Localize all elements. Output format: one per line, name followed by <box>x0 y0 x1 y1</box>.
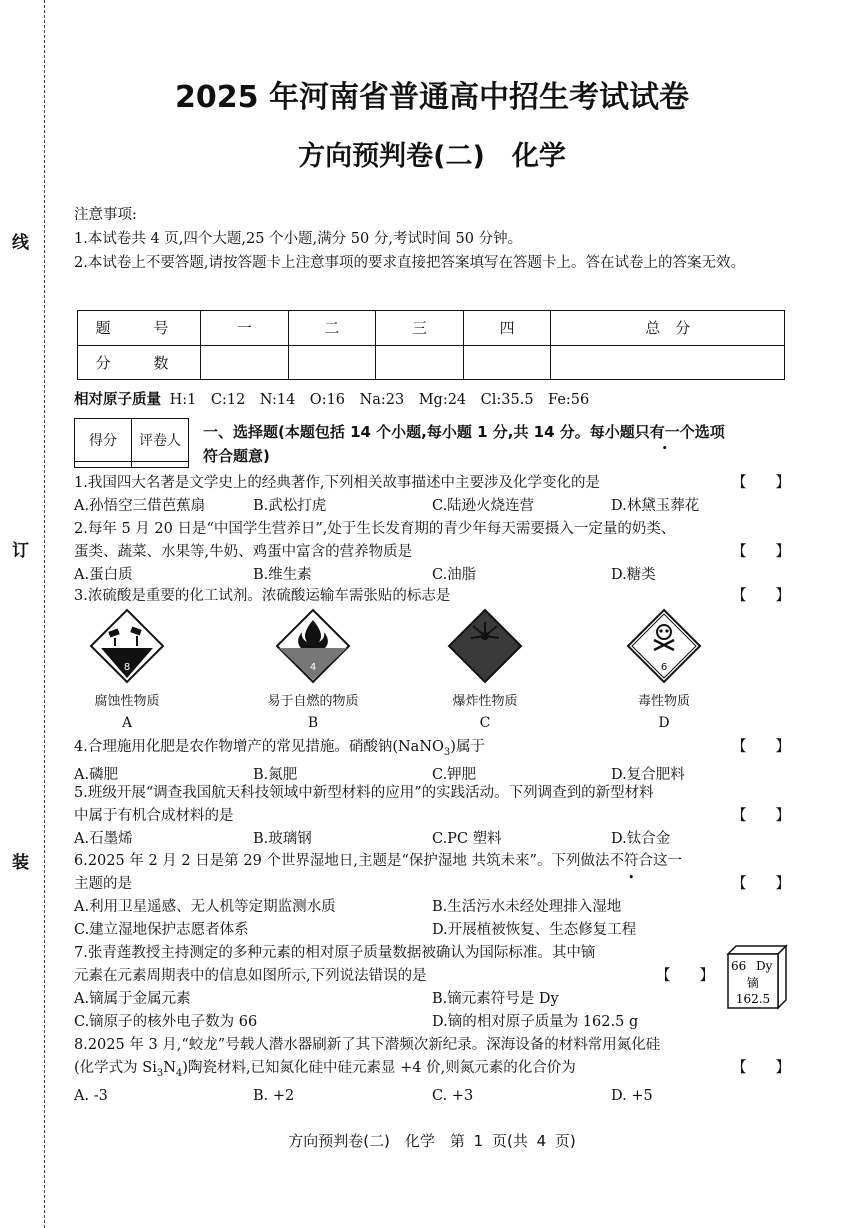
q5-stem-2: 中属于有机合成材料的是 <box>74 808 234 824</box>
element-card-icon <box>726 944 788 1010</box>
q2-stem-2: 蛋类、蔬菜、水果等,牛奶、鸡蛋中富含的营养物质是 <box>74 544 413 560</box>
hazard-caption: 腐蚀性物质 <box>94 694 160 709</box>
question-8 <box>74 1034 790 1108</box>
q8-stem-2b: N <box>163 1060 176 1076</box>
binding-char-zhuang: 装 <box>12 853 29 873</box>
q2-stem-1: 2.每年 5 月 20 日是“中国学生营养日”,处于生长发育期的青少年每天需要摄入一定量的奶类、 <box>74 521 676 537</box>
hazard-caption: 毒性物质 <box>637 694 690 709</box>
score-table-header-row <box>78 311 785 346</box>
question-7 <box>74 942 714 1034</box>
score-blank-cell[interactable] <box>288 345 376 380</box>
q5-option-a[interactable]: A.石墨烯 <box>74 831 133 847</box>
q1-option-b[interactable]: B.武松打虎 <box>253 498 327 514</box>
question-4 <box>74 736 790 787</box>
q6-options-row-1 <box>74 896 790 919</box>
hazard-option-d[interactable] <box>599 608 729 731</box>
hazard-class-number: 4 <box>309 662 317 673</box>
exam-title: 2025 年河南省普通高中招生考试试卷 <box>175 80 689 115</box>
hazard-class-number: 8 <box>123 662 131 673</box>
hazard-option-a[interactable] <box>62 608 192 731</box>
q8-option-a[interactable]: A. -3 <box>74 1087 108 1104</box>
element-mass: 162.5 <box>735 992 771 1006</box>
score-table-cell: 总 分 <box>551 311 785 346</box>
hazard-option-b[interactable] <box>248 608 378 731</box>
score-blank-cell[interactable] <box>551 345 785 380</box>
q8-subscript-2: 4 <box>175 1067 183 1079</box>
element-number: 66 <box>731 959 747 973</box>
q2-option-c[interactable]: C.油脂 <box>432 567 477 583</box>
section-1-heading <box>203 420 793 468</box>
element-card-dysprosium <box>726 944 788 1010</box>
answer-bracket[interactable]: 【 】 <box>732 544 790 560</box>
q7-stem-1: 7.张青莲教授主持测定的多种元素的相对原子质量数据被确认为国际标准。其中镝 <box>74 945 596 961</box>
q4-option-b[interactable]: B.氮肥 <box>253 766 298 783</box>
q4-option-d[interactable]: D.复合肥料 <box>611 766 685 783</box>
hazard-caption: 易于自燃的物质 <box>267 694 359 709</box>
hazard-option-c[interactable] <box>420 608 550 731</box>
q6-stem-2: 主题的是 <box>74 876 132 892</box>
answer-bracket[interactable]: 【 】 <box>732 475 790 491</box>
hazard-letter: C <box>479 715 491 731</box>
q7-option-d[interactable]: D.镝的相对原子质量为 162.5 g <box>432 1014 639 1030</box>
q8-option-c[interactable]: C. +3 <box>432 1087 474 1104</box>
grader-score-label: 得分 <box>75 419 132 462</box>
binding-char-xian: 线 <box>12 233 29 253</box>
q4-subscript: 3 <box>443 746 451 758</box>
score-table-cell: 题 号 <box>78 311 201 346</box>
question-6 <box>74 850 790 942</box>
q7-stem-2: 元素在元素周期表中的信息如图所示,下列说法错误的是 <box>74 968 427 984</box>
corrosive-icon <box>89 608 165 684</box>
flame-icon <box>275 608 351 684</box>
q4-option-c[interactable]: C.钾肥 <box>432 766 477 783</box>
q7-option-c[interactable]: C.镝原子的核外电子数为 66 <box>74 1014 258 1030</box>
binding-char-ding: 订 <box>12 541 29 561</box>
atomic-masses-values: H:1 C:12 N:14 O:16 Na:23 Mg:24 Cl:35.5 Fe:56 <box>169 392 590 408</box>
answer-bracket[interactable]: 【 】 <box>732 739 790 755</box>
exam-subtitle: 方向预判卷(二) 化学 <box>298 141 566 172</box>
grader-reviewer-label: 评卷人 <box>132 419 189 462</box>
score-blank-cell[interactable] <box>201 345 289 380</box>
q6-emphasis: 不符合 <box>609 853 653 869</box>
q7-option-a[interactable]: A.镝属于金属元素 <box>74 991 191 1007</box>
q4-option-a[interactable]: A.磷肥 <box>74 766 119 783</box>
section-1-heading-b: 选项 <box>694 423 725 441</box>
q4-stem-a: 4.合理施用化肥是农作物增产的常见措施。硝酸钠(NaNO <box>74 739 444 755</box>
atomic-masses-label: 相对原子质量 <box>74 392 161 408</box>
answer-bracket[interactable]: 【 】 <box>732 1060 790 1076</box>
q5-option-d[interactable]: D.钛合金 <box>611 831 671 847</box>
q8-stem-2c: )陶瓷材料,已知氮化硅中硅元素显 +4 价,则氮元素的化合价为 <box>182 1060 576 1076</box>
score-table-cell: 一 <box>201 311 289 346</box>
grader-table <box>74 418 189 468</box>
score-table-score-row <box>78 345 785 380</box>
answer-bracket[interactable]: 【 】 <box>732 588 790 604</box>
section-1-heading-c: 符合题意) <box>203 447 270 465</box>
binding-line <box>44 0 45 1228</box>
q6-option-a[interactable]: A.利用卫星遥感、无人机等定期监测水质 <box>74 899 336 915</box>
q8-option-d[interactable]: D. +5 <box>611 1087 653 1104</box>
score-table-cell: 分 数 <box>78 345 201 380</box>
q5-options <box>74 828 790 851</box>
q7-option-b[interactable]: B.镝元素符号是 Dy <box>432 991 559 1007</box>
score-table-cell: 三 <box>376 311 464 346</box>
score-table-cell: 二 <box>288 311 376 346</box>
q6-stem-1a: 6.2025 年 2 月 2 日是第 29 个世界湿地日,主题是“保护湿地 共筑未来”。下列做法 <box>74 853 610 869</box>
q6-option-d[interactable]: D.开展植被恢复、生态修复工程 <box>432 922 637 938</box>
grader-score-blank[interactable] <box>75 462 132 468</box>
question-3 <box>74 585 790 608</box>
q8-options <box>74 1085 790 1108</box>
q1-option-a[interactable]: A.孙悟空三借芭蕉扇 <box>74 498 206 514</box>
q6-option-c[interactable]: C.建立湿地保护志愿者体系 <box>74 922 249 938</box>
hazard-class-number: 6 <box>660 662 668 673</box>
score-table <box>77 310 785 380</box>
element-symbol: Dy <box>756 959 773 973</box>
answer-bracket[interactable]: 【 】 <box>732 808 790 824</box>
hazard-symbols <box>74 608 790 743</box>
notice-section <box>74 203 790 275</box>
question-2 <box>74 518 790 587</box>
q5-option-c[interactable]: C.PC 塑料 <box>432 831 502 847</box>
page-footer: 方向预判卷(二) 化学 第 1 页(共 4 页) <box>288 1132 576 1150</box>
q8-option-b[interactable]: B. +2 <box>253 1087 295 1104</box>
q1-option-c[interactable]: C.陆逊火烧连营 <box>432 498 535 514</box>
hazard-caption: 爆炸性物质 <box>452 694 518 709</box>
score-table-cell: 四 <box>463 311 551 346</box>
q6-options-row-2 <box>74 919 790 942</box>
q1-options <box>74 495 790 518</box>
q1-option-d[interactable]: D.林黛玉葬花 <box>611 498 700 514</box>
q7-options-row-1 <box>74 988 790 1011</box>
hazard-letter: D <box>658 715 670 731</box>
hazard-letter: A <box>121 715 133 731</box>
q6-stem-1b: 这一 <box>652 853 682 869</box>
q4-stem-b: )属于 <box>450 739 485 755</box>
section-1-heading-a: 一、选择题(本题包括 14 个小题,每小题 1 分,共 14 分。每小题 <box>203 423 635 441</box>
q8-subscript-1: 3 <box>156 1067 164 1079</box>
hazard-letter: B <box>307 715 319 731</box>
q8-stem-2a: (化学式为 Si <box>74 1060 157 1076</box>
q2-option-d[interactable]: D.糖类 <box>611 567 656 583</box>
score-blank-cell[interactable] <box>376 345 464 380</box>
q3-stem: 3.浓硫酸是重要的化工试剂。浓硫酸运输车需张贴的标志是 <box>74 588 451 604</box>
notice-heading: 注意事项: <box>74 207 137 223</box>
q6-option-b[interactable]: B.生活污水未经处理排入湿地 <box>432 899 622 915</box>
notice-item-2: 2.本试卷上不要答题,请按答题卡上注意事项的要求直接把答案填写在答题卡上。答在试卷上的答案无效。 <box>74 255 745 271</box>
section-1-emphasis: 只有一个 <box>634 423 695 441</box>
q2-option-b[interactable]: B.维生素 <box>253 567 312 583</box>
atomic-masses <box>74 388 589 409</box>
grader-reviewer-blank[interactable] <box>132 462 189 468</box>
answer-bracket[interactable]: 【 】 <box>732 876 790 892</box>
question-5 <box>74 782 790 851</box>
q5-option-b[interactable]: B.玻璃钢 <box>253 831 312 847</box>
element-name: 镝 <box>746 976 760 990</box>
q2-options <box>74 564 790 587</box>
notice-item-1: 1.本试卷共 4 页,四个大题,25 个小题,满分 50 分,考试时间 50 分钟。 <box>74 231 523 247</box>
q7-options-row-2 <box>74 1011 790 1034</box>
question-1 <box>74 472 790 518</box>
answer-bracket[interactable]: 【 】 <box>656 968 714 984</box>
score-blank-cell[interactable] <box>463 345 551 380</box>
q5-stem-1: 5.班级开展“调查我国航天科技领域中新型材料的应用”的实践活动。下列调查到的新型材料 <box>74 785 654 801</box>
explosive-icon <box>447 608 523 684</box>
skull-icon <box>626 608 702 684</box>
q2-option-a[interactable]: A.蛋白质 <box>74 567 133 583</box>
q8-stem-1: 8.2025 年 3 月,“蛟龙”号载人潜水器刷新了其下潜频次新纪录。深海设备的材料常用氮化硅 <box>74 1037 661 1053</box>
q1-stem: 1.我国四大名著是文学史上的经典著作,下列相关故事描述中主要涉及化学变化的是 <box>74 475 600 491</box>
